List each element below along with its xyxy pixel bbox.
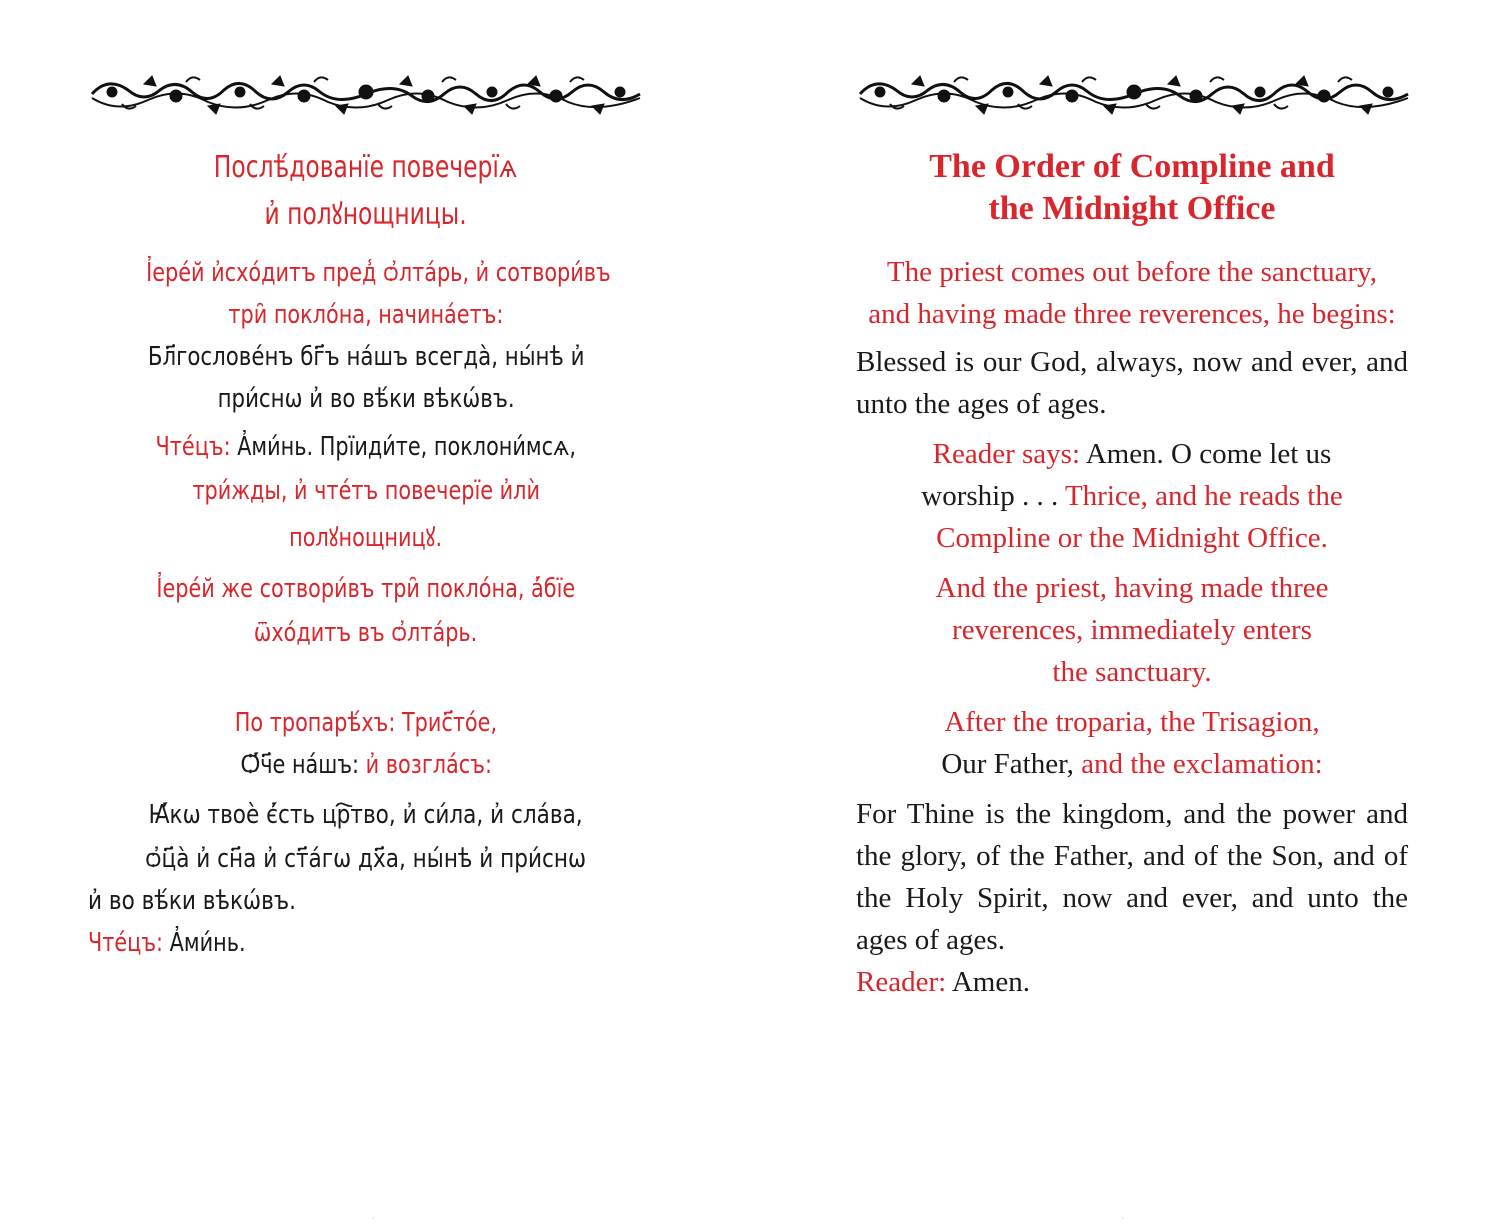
en-rubric3-line-2: reverences, immediately enters [952,614,1312,646]
cs-rubric1-line-2: три̑ покло́на, начина́етъ: [228,300,504,330]
cs-title-line-2: и҆ полꙋнощницы. [264,197,468,232]
en-troparia-line-1: After the troparia, the Trisagion, [944,706,1320,738]
en-rubric3-line-3: the sanctuary. [1052,656,1212,688]
en-rubric2-line: Compline or the Midnight Office. [936,522,1328,554]
en-blessing-line-1: Blessed is our God, always, now and ever, and [856,346,1408,378]
en-reader2-line [856,968,1408,997]
cs-reader1-line [88,432,644,462]
en-reader1-label: Reader says: [932,438,1081,470]
en-rubric3-line-1: And the priest, having made three [935,572,1329,604]
en-exclamation-line-4: ages of ages. [856,924,1005,956]
cs-exclamation-line-3: и҆ во вѣ́ки вѣкѡ́въ. [88,886,296,916]
cs-reader2-label: Чте́цъ: [88,928,164,958]
cs-reader1-label: Чте́цъ: [155,432,231,462]
en-reader2-text: Amen. [951,966,1030,998]
en-rubric1-line-2: and having made three reverences, he begins: [868,298,1396,330]
en-reader1-line [856,440,1408,469]
cs-troparia-line-2 [88,750,644,780]
en-exclamation-rubric: and the exclamation: [1081,748,1323,780]
en-title-line-2: the Midnight Office [988,190,1276,227]
en-exclamation-line-2: the glory, of the Father, and of the Son, and of [856,840,1408,872]
cs-rubric3-line-2: ѿхо́дитъ въ ѻ҆лта́рь. [254,618,478,648]
en-troparia-line-2 [856,750,1408,779]
en-thrice-rubric: Thrice, and he reads the [1064,480,1343,512]
cs-rubric1-line-1: І҆ере́й и҆схо́дитъ пред̾ ѻ҆лта́рь, и҆ сотвори́въ [146,258,611,288]
en-exclamation-line-1: For Thine is the kingdom, and the power and [856,798,1408,830]
cs-rubric3-line-1: І҆ере́й же сотвори́въ три̑ покло́на, а҆́бїе [156,574,576,604]
cs-troparia-line-1: По тропарѣ́хъ: Трис҃то́е, [234,708,498,738]
floral-ornament-icon [856,70,1412,118]
en-blessing-line-2: unto the ages of ages. [856,388,1107,420]
cs-rubric2-line-1: три́жды, и҆ чте́тъ повечерїе и҆лѝ [192,476,540,506]
page-marker-left: · [372,1216,374,1222]
en-worship-text: worship . . . [921,480,1059,512]
right-page-english [750,0,1500,1227]
cs-reader2-text: А҆ми́нь. [169,928,246,958]
en-rubric1-line-1: The priest comes out before the sanctuary, [886,256,1378,288]
page-marker-right: · [1122,1216,1124,1222]
cs-exclamation-rubric: и҆ возгла́съ: [365,750,492,780]
en-our-father: Our Father, [941,748,1074,780]
cs-exclamation-line-2: ѻ҆ц҃а̀ и҆ сн҃а и҆ ст҃а́гѡ дх҃а, ны́нѣ и҆ при́снѡ [145,844,587,874]
cs-blessing-line-1: Бл҃гослове́нъ бг҃ъ на́шъ всегда̀, ны́нѣ и҆ [147,342,585,372]
cs-exclamation-line-1: Ꙗ҆́кѡ твоѐ є҆́сть цр҇тво, и҆ си́ла, и҆ сла́ва, [148,800,584,830]
floral-ornament-icon [88,70,644,118]
cs-reader2-line [88,928,644,958]
cs-our-father: Ѻ҆́ч҃е на́шъ: [240,750,359,780]
cs-blessing-line-2: при́снѡ и҆ во вѣ́ки вѣкѡ́въ. [217,384,515,414]
en-reader2-label: Reader: [856,966,947,998]
en-reader1-text: Amen. O come let us [1085,438,1332,470]
en-worship-line [856,482,1408,511]
en-title-line-1: The Order of Compline and [929,148,1335,185]
en-exclamation-line-3: the Holy Spirit, now and ever, and unto the [856,882,1408,914]
cs-title-line-1: Послѣ́дованїе повечерїѧ [214,150,518,185]
cs-rubric2-line-2: полꙋнощницꙋ. [289,523,443,553]
cs-reader1-text: А҆ми́нь. Прїиди́те, поклони́мсѧ, [237,432,577,462]
